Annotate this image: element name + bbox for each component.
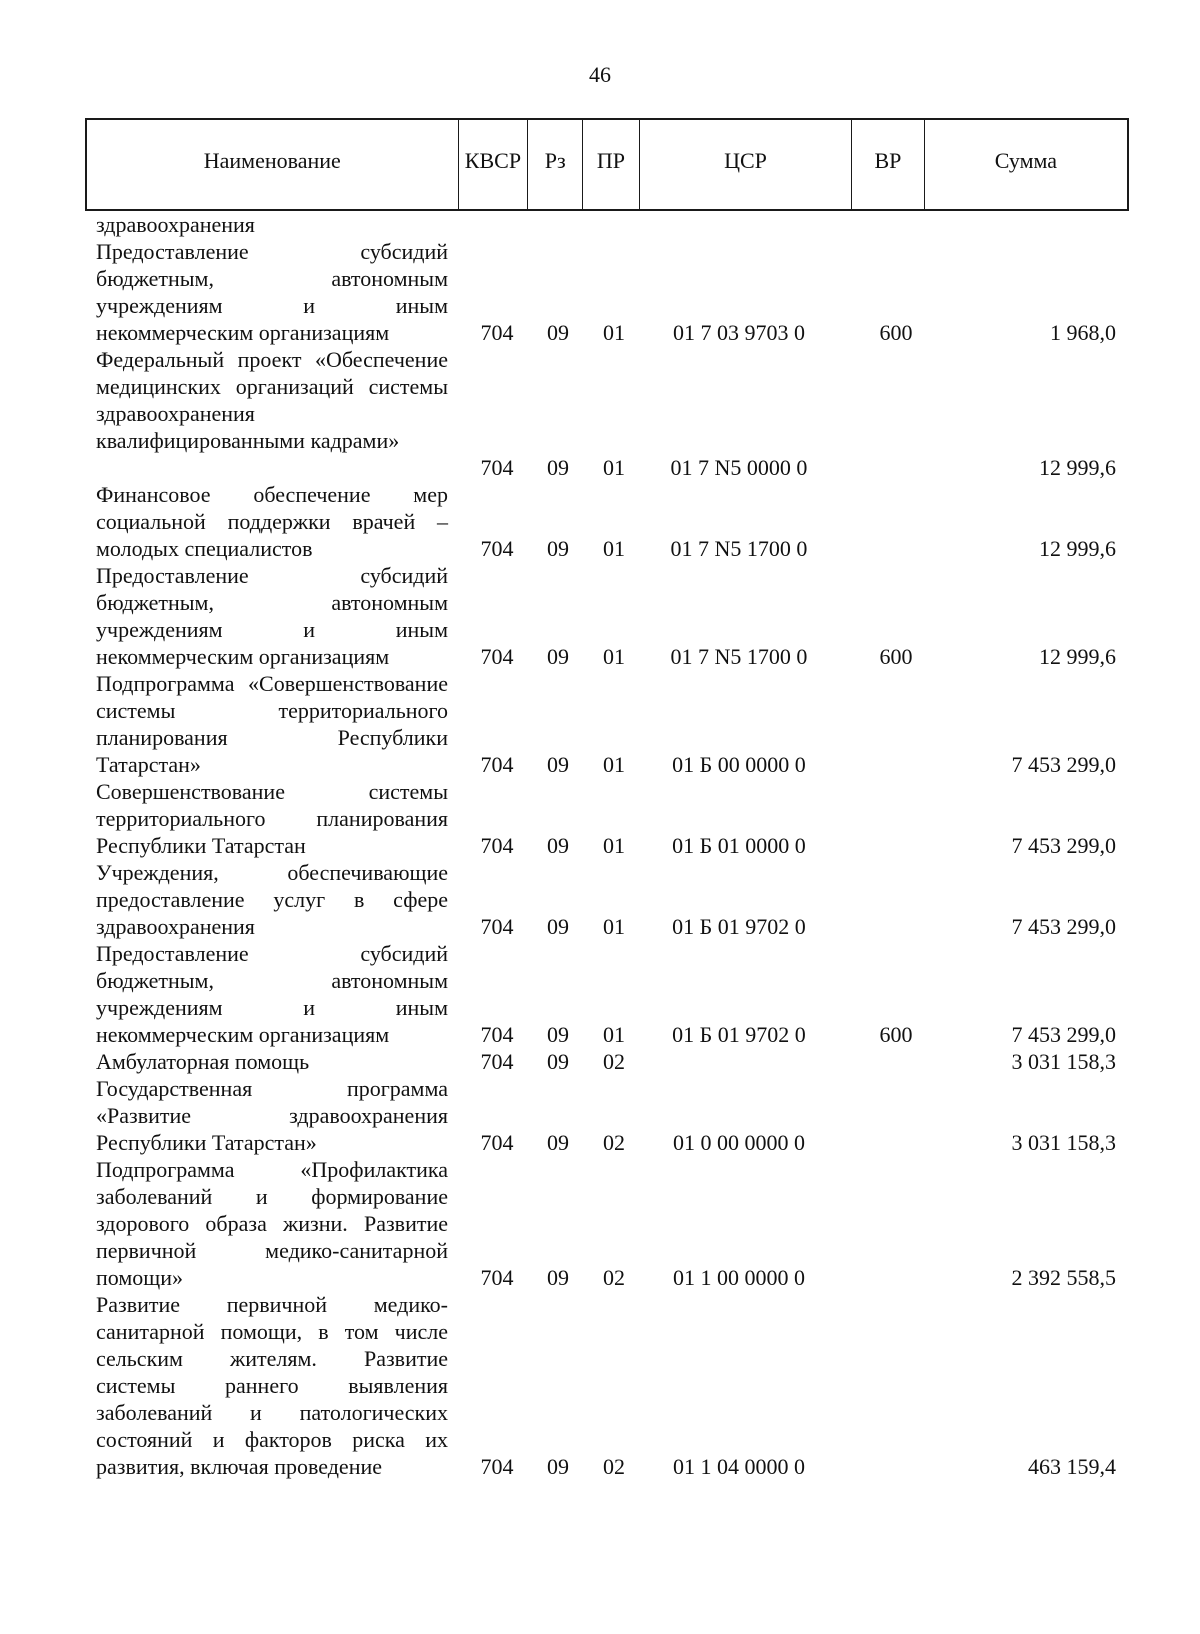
row-kvsr: 704 xyxy=(480,644,514,669)
row-rz: 09 xyxy=(547,320,569,345)
row-rz: 09 xyxy=(547,1454,569,1479)
row-name: Предоставление субсидий бюджетным, автономным учреждениям и иным некоммерческим организациям xyxy=(96,941,448,1047)
page-number: 46 xyxy=(589,62,611,87)
row-kvsr: 704 xyxy=(480,1022,514,1047)
row-csr: 01 0 00 0000 0 xyxy=(673,1130,805,1155)
row-name: Подпрограмма «Совершенствование системы территориального планирования Республики Татарстан» xyxy=(96,671,448,777)
table-row xyxy=(0,1156,1200,1291)
row-sum: 12 999,6 xyxy=(1039,536,1116,561)
table-body xyxy=(0,211,1200,1480)
row-csr: 01 1 00 0000 0 xyxy=(673,1265,805,1290)
table-row xyxy=(0,778,1200,859)
row-pr: 01 xyxy=(603,752,625,777)
row-rz: 09 xyxy=(547,1265,569,1290)
row-name: Учреждения, обеспечивающие предоставление услуг в сфере здравоохранения xyxy=(96,860,448,939)
table-row xyxy=(0,1291,1200,1480)
column-header-pr: ПР xyxy=(583,120,640,209)
column-header-csr: ЦСР xyxy=(640,120,852,209)
table-row xyxy=(0,238,1200,346)
row-rz: 09 xyxy=(547,1130,569,1155)
row-sum: 12 999,6 xyxy=(1039,644,1116,669)
row-pr: 01 xyxy=(603,455,625,480)
column-header-vr: ВР xyxy=(852,120,925,209)
table-row xyxy=(0,211,1200,238)
row-sum: 3 031 158,3 xyxy=(1011,1049,1116,1074)
row-kvsr: 704 xyxy=(480,1049,514,1074)
row-pr: 02 xyxy=(603,1454,625,1479)
row-pr: 01 xyxy=(603,833,625,858)
table-row xyxy=(0,940,1200,1048)
row-sum: 2 392 558,5 xyxy=(1011,1265,1116,1290)
column-header-name: Наименование xyxy=(87,120,459,209)
row-vr: 600 xyxy=(879,320,913,345)
table-row xyxy=(0,859,1200,940)
row-csr: 01 Б 01 9702 0 xyxy=(672,1022,806,1047)
row-csr: 01 1 04 0000 0 xyxy=(673,1454,805,1479)
row-name: Государственная программа «Развитие здравоохранения Республики Татарстан» xyxy=(96,1076,448,1155)
row-pr: 02 xyxy=(603,1049,625,1074)
row-csr: 01 7 N5 1700 0 xyxy=(670,644,808,669)
row-sum: 7 453 299,0 xyxy=(1011,833,1116,858)
row-sum: 7 453 299,0 xyxy=(1011,752,1116,777)
row-sum: 1 968,0 xyxy=(1050,320,1116,345)
row-sum: 7 453 299,0 xyxy=(1011,914,1116,939)
row-pr: 01 xyxy=(603,536,625,561)
row-name: Амбулаторная помощь xyxy=(96,1049,310,1074)
column-header-rz: Рз xyxy=(528,120,583,209)
table-row xyxy=(0,481,1200,562)
row-rz: 09 xyxy=(547,1022,569,1047)
row-name: Предоставление субсидий бюджетным, автономным учреждениям и иным некоммерческим организациям xyxy=(96,239,448,345)
row-kvsr: 704 xyxy=(480,833,514,858)
row-kvsr: 704 xyxy=(480,752,514,777)
row-rz: 09 xyxy=(547,536,569,561)
row-pr: 02 xyxy=(603,1130,625,1155)
row-name: Совершенствование системы территориального планирования Республики Татарстан xyxy=(96,779,448,858)
row-name: Федеральный проект «Обеспечение медицинских организаций системы здравоохранения квалифицированными кадрами» xyxy=(96,347,448,453)
row-sum: 463 159,4 xyxy=(1028,1454,1116,1479)
row-rz: 09 xyxy=(547,644,569,669)
row-vr: 600 xyxy=(879,644,913,669)
row-rz: 09 xyxy=(547,1049,569,1074)
row-kvsr: 704 xyxy=(480,455,514,480)
row-kvsr: 704 xyxy=(480,1130,514,1155)
row-pr: 02 xyxy=(603,1265,625,1290)
table-row xyxy=(0,562,1200,670)
row-name: Развитие первичной медико-санитарной помощи, в том числе сельским жителям. Развитие системы раннего выявления заболеваний и патологических состояний и факторов риска их развития, включая проведение xyxy=(96,1292,448,1479)
row-csr: 01 7 N5 1700 0 xyxy=(670,536,808,561)
row-pr: 01 xyxy=(603,320,625,345)
row-pr: 01 xyxy=(603,1022,625,1047)
row-csr: 01 Б 00 0000 0 xyxy=(672,752,806,777)
column-header-kvsr: КВСР xyxy=(459,120,529,209)
column-header-sum: Сумма xyxy=(994,148,1058,173)
table-header xyxy=(85,118,1129,211)
row-name: Финансовое обеспечение мер социальной поддержки врачей – молодых специалистов xyxy=(96,482,448,561)
row-pr: 01 xyxy=(603,644,625,669)
table-row xyxy=(0,346,1200,481)
row-sum: 3 031 158,3 xyxy=(1011,1130,1116,1155)
row-kvsr: 704 xyxy=(480,536,514,561)
row-name: Предоставление субсидий бюджетным, автономным учреждениям и иным некоммерческим организациям xyxy=(96,563,448,669)
row-pr: 01 xyxy=(603,914,625,939)
row-name: Подпрограмма «Профилактика заболеваний и формирование здорового образа жизни. Развитие первичной медико-санитарной помощи» xyxy=(96,1157,448,1290)
row-name: здравоохранения xyxy=(96,212,255,237)
row-rz: 09 xyxy=(547,914,569,939)
row-csr: 01 Б 01 9702 0 xyxy=(672,914,806,939)
row-sum: 7 453 299,0 xyxy=(1011,1022,1116,1047)
row-rz: 09 xyxy=(547,752,569,777)
row-csr: 01 7 03 9703 0 xyxy=(673,320,805,345)
table-row xyxy=(0,1048,1200,1075)
row-kvsr: 704 xyxy=(480,320,514,345)
row-kvsr: 704 xyxy=(480,914,514,939)
row-kvsr: 704 xyxy=(480,1454,514,1479)
row-rz: 09 xyxy=(547,833,569,858)
row-csr: 01 7 N5 0000 0 xyxy=(670,455,808,480)
row-sum: 12 999,6 xyxy=(1039,455,1116,480)
row-csr: 01 Б 01 0000 0 xyxy=(672,833,806,858)
row-kvsr: 704 xyxy=(480,1265,514,1290)
row-vr: 600 xyxy=(879,1022,913,1047)
table-row xyxy=(0,670,1200,778)
row-rz: 09 xyxy=(547,455,569,480)
table-row xyxy=(0,1075,1200,1156)
